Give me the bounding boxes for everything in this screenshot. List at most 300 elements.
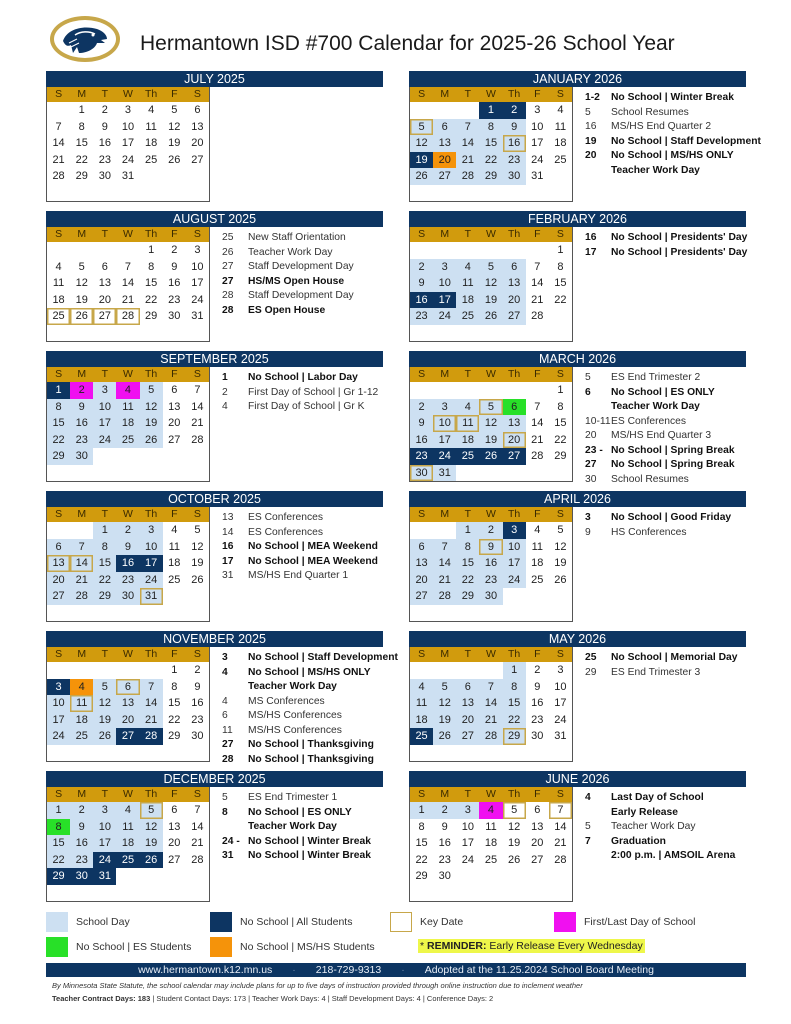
weekday-label: T: [101, 228, 109, 240]
weekday-label: S: [556, 788, 564, 800]
weekday-header: [47, 87, 209, 102]
day-cell: 11: [116, 399, 139, 416]
day-cell: 13: [168, 820, 181, 833]
day-cell: 1: [503, 662, 526, 679]
day-cell: 12: [140, 819, 163, 836]
day-cell: 9: [70, 819, 93, 836]
day-cell: 12: [479, 415, 502, 432]
month-grid: [46, 367, 210, 482]
event-date: 14: [222, 526, 234, 538]
day-cell: 29: [554, 450, 567, 462]
day-cell: 27: [410, 588, 433, 605]
day-cell: 16: [116, 555, 139, 572]
event-item: [585, 429, 785, 444]
day-cell: 7: [55, 120, 62, 133]
month-title: JANUARY 2026: [409, 71, 746, 87]
event-item: [222, 791, 422, 806]
day-cell: 9: [534, 680, 541, 693]
day-cell: 13: [531, 820, 544, 833]
event-item: [585, 806, 785, 821]
day-cell: 6: [171, 384, 178, 396]
empty-cell: [410, 522, 433, 539]
day-cell: 14: [554, 820, 567, 833]
event-date: 5: [585, 106, 591, 118]
day-cell: 5: [140, 382, 163, 399]
day-cell: 26: [93, 728, 116, 745]
mshs-swatch: [210, 937, 232, 957]
legend-school-day: [46, 912, 130, 932]
weekday-label: W: [486, 368, 496, 380]
legend-label: First/Last Day of School: [584, 916, 696, 928]
day-cell: 8: [78, 120, 85, 133]
weekday-label: S: [418, 228, 426, 240]
day-cell: 18: [168, 557, 181, 569]
event-date: 16: [222, 541, 234, 552]
event-item: [222, 260, 422, 275]
day-cell: 7: [456, 119, 479, 136]
day-cell: 16: [410, 432, 433, 449]
day-cell: 18: [554, 137, 567, 149]
weekday-label: F: [534, 648, 541, 660]
day-cell: 16: [531, 697, 544, 709]
weekday-label: F: [171, 228, 178, 240]
day-cell: 13: [191, 120, 204, 133]
weekday-label: M: [77, 88, 87, 100]
event-item: [585, 415, 785, 430]
legend-no-school-es: [46, 937, 191, 957]
empty-cell: [93, 662, 116, 679]
weekday-label: W: [486, 648, 496, 660]
weekday-label: S: [556, 228, 564, 240]
empty-cell: [70, 522, 93, 539]
day-cell: 6: [101, 260, 108, 273]
event-item: [222, 724, 422, 739]
day-grid: [47, 522, 209, 605]
weekday-label: M: [440, 228, 450, 240]
event-item: [585, 106, 785, 121]
day-cell: 10: [191, 260, 204, 273]
day-cell: 29: [503, 728, 526, 745]
weekday-label: T: [464, 88, 472, 100]
day-cell: 15: [47, 415, 70, 432]
month-title: OCTOBER 2025: [46, 491, 383, 507]
day-cell: 29: [93, 588, 116, 605]
weekday-label: S: [193, 88, 201, 100]
day-cell: 24: [433, 448, 456, 465]
day-cell: 8: [47, 819, 70, 836]
weekday-label: W: [123, 88, 133, 100]
empty-cell: [479, 242, 502, 259]
weekday-label: F: [534, 788, 541, 800]
weekday-label: F: [171, 368, 178, 380]
day-cell: 6: [433, 119, 456, 136]
day-cell: 8: [557, 260, 564, 273]
event-date: 4: [222, 695, 228, 707]
day-cell: 24: [531, 153, 544, 166]
day-cell: 14: [70, 555, 93, 572]
day-cell: 10: [47, 695, 70, 712]
day-cell: 11: [116, 819, 139, 836]
day-grid: [47, 662, 209, 745]
day-cell: 15: [145, 277, 158, 289]
day-cell: 19: [93, 712, 116, 729]
day-cell: 28: [554, 853, 567, 866]
day-cell: 27: [433, 168, 456, 185]
day-cell: 23: [531, 713, 544, 726]
weekday-label: W: [123, 788, 133, 800]
day-cell: 27: [503, 308, 526, 325]
event-item: [585, 511, 785, 526]
weekday-label: W: [123, 228, 133, 240]
weekday-label: W: [486, 788, 496, 800]
weekday-label: S: [193, 228, 201, 240]
day-cell: 17: [433, 432, 456, 449]
event-text: No School | Staff Development: [248, 652, 398, 663]
day-cell: 10: [93, 399, 116, 416]
day-cell: 30: [168, 310, 181, 322]
empty-cell: [456, 242, 479, 259]
event-date: 6: [585, 386, 591, 398]
month-events: [222, 231, 422, 318]
month-events: [585, 371, 785, 487]
day-cell: 27: [503, 448, 526, 465]
weekday-label: Th: [145, 228, 158, 240]
weekday-label: M: [77, 648, 87, 660]
event-text: Teacher Work Day: [248, 821, 337, 832]
day-cell: 26: [508, 853, 521, 866]
day-cell: 11: [531, 540, 543, 553]
event-item: [585, 526, 785, 541]
day-cell: 1: [47, 802, 70, 819]
day-cell: 26: [479, 308, 502, 325]
day-cell: 14: [531, 277, 544, 289]
day-cell: 28: [70, 588, 93, 605]
weekday-label: S: [418, 88, 426, 100]
month-december-2025: [46, 771, 398, 903]
day-cell: 24: [93, 852, 116, 869]
event-item: [222, 386, 422, 401]
weekday-label: Th: [145, 788, 158, 800]
event-item: [585, 135, 785, 150]
reminder-text: Early Release Every Wednesday: [486, 940, 643, 952]
day-cell: 30: [531, 730, 544, 742]
day-cell: 13: [503, 415, 526, 432]
event-date: 20: [585, 150, 597, 161]
day-cell: 24: [503, 572, 526, 589]
empty-cell: [433, 662, 456, 679]
month-grid: [46, 787, 210, 902]
day-cell: 1: [78, 104, 85, 116]
day-cell: 17: [461, 837, 474, 849]
day-cell: 25: [554, 153, 567, 166]
day-cell: 14: [433, 555, 456, 572]
reminder-label: REMINDER:: [427, 940, 487, 952]
day-cell: 4: [557, 104, 564, 116]
event-item: [222, 526, 422, 541]
empty-cell: [140, 662, 163, 679]
event-text: Teacher Work Day: [248, 681, 337, 692]
event-item: [222, 246, 422, 261]
day-cell: 11: [168, 540, 180, 553]
day-cell: 26: [191, 573, 204, 586]
weekday-label: Th: [508, 368, 521, 380]
day-cell: 25: [456, 448, 479, 465]
day-cell: 16: [168, 277, 181, 289]
day-cell: 9: [70, 399, 93, 416]
event-text: Teacher Work Day: [611, 821, 696, 832]
event-date: [222, 820, 248, 835]
day-cell: 12: [479, 275, 502, 292]
day-counts: [52, 994, 493, 1003]
weekday-label: Th: [508, 508, 521, 520]
day-grid: [410, 102, 572, 185]
day-cell: 27: [47, 588, 70, 605]
event-text: No School | MS/HS ONLY: [611, 150, 734, 161]
day-cell: 7: [534, 260, 541, 273]
day-cell: 3: [433, 259, 456, 276]
day-cell: 14: [140, 695, 163, 712]
day-cell: 1: [47, 382, 70, 399]
school-day-swatch: [46, 912, 68, 932]
day-cell: 4: [55, 260, 62, 273]
event-date: 1-2: [585, 92, 600, 103]
month-title: SEPTEMBER 2025: [46, 351, 383, 367]
event-item: [222, 555, 422, 570]
day-cell: 5: [194, 524, 201, 536]
day-cell: 17: [433, 292, 456, 309]
month-grid: [46, 507, 210, 622]
no-school-swatch: [210, 912, 232, 932]
weekday-label: Th: [508, 648, 521, 660]
event-item: [222, 231, 422, 246]
early-release-reminder: [418, 939, 645, 953]
day-cell: 7: [534, 400, 541, 413]
event-date: 5: [222, 792, 228, 803]
weekday-label: T: [464, 368, 472, 380]
legend-label: Key Date: [420, 916, 464, 928]
day-cell: 8: [456, 539, 479, 556]
empty-cell: [433, 242, 456, 259]
day-cell: 11: [145, 120, 157, 133]
weekday-label: M: [77, 508, 87, 520]
event-item: [222, 304, 422, 319]
legend-label: School Day: [76, 916, 130, 928]
event-date: 17: [222, 555, 234, 567]
event-text: MS/HS End Quarter 3: [611, 430, 712, 441]
weekday-label: S: [55, 368, 63, 380]
day-cell: 21: [121, 293, 135, 306]
weekday-label: S: [55, 508, 63, 520]
day-cell: 7: [194, 384, 201, 396]
day-cell: 25: [116, 432, 139, 449]
day-cell: 8: [171, 680, 178, 693]
day-cell: 17: [121, 137, 135, 149]
event-text: School Resumes: [611, 106, 689, 118]
month-september-2025: [46, 351, 398, 483]
day-cell: 7: [549, 802, 572, 819]
empty-cell: [410, 382, 433, 399]
day-cell: 4: [171, 524, 178, 536]
event-date: 9: [585, 526, 591, 538]
event-date: 24 -: [222, 835, 240, 847]
day-cell: 4: [116, 382, 139, 399]
weekday-label: T: [101, 508, 109, 520]
day-cell: 20: [168, 837, 181, 849]
day-cell: 10: [461, 820, 474, 833]
day-cell: 3: [140, 522, 163, 539]
day-cell: 21: [479, 712, 502, 729]
empty-cell: [456, 102, 479, 119]
day-cell: 12: [75, 277, 88, 289]
day-cell: 21: [531, 293, 544, 306]
event-date: 17: [585, 246, 597, 258]
weekday-header: [410, 227, 572, 242]
event-date: 16: [585, 121, 597, 132]
day-cell: 21: [140, 712, 163, 729]
month-october-2025: [46, 491, 398, 623]
event-date: 6: [222, 710, 228, 721]
event-text: No School | ES ONLY: [248, 806, 352, 818]
day-cell: 27: [168, 853, 181, 866]
day-cell: 4: [410, 679, 433, 696]
event-text: MS/HS End Quarter 1: [248, 570, 349, 581]
event-date: 30: [585, 473, 597, 485]
day-grid: [47, 242, 209, 325]
month-february-2026: [409, 211, 761, 343]
day-cell: 15: [93, 555, 116, 572]
month-events: [585, 511, 785, 540]
day-cell: 1: [148, 244, 155, 256]
event-item: [222, 400, 422, 415]
day-cell: 20: [98, 293, 111, 306]
day-cell: 16: [503, 135, 526, 152]
empty-cell: [433, 522, 456, 539]
day-cell: 2: [534, 664, 541, 676]
weekday-header: [47, 787, 209, 802]
event-date: 27: [222, 275, 234, 287]
empty-cell: [433, 382, 456, 399]
day-cell: 20: [168, 417, 181, 429]
event-item: [585, 149, 785, 164]
weekday-header: [410, 367, 572, 382]
day-cell: 4: [70, 679, 93, 696]
day-cell: 29: [456, 588, 479, 605]
day-grid: [410, 382, 572, 481]
event-date: 28: [222, 290, 234, 301]
month-july-2025: [46, 71, 398, 203]
event-date: 2: [222, 386, 228, 398]
day-cell: 23: [116, 572, 139, 589]
weekday-label: T: [464, 508, 472, 520]
day-cell: 24: [461, 853, 474, 866]
weekday-label: M: [77, 368, 87, 380]
legend-no-school-mshs: [210, 937, 375, 957]
website-link[interactable]: www.hermantown.k12.mn.us: [138, 964, 273, 976]
day-cell: 1: [456, 522, 479, 539]
event-text: ES Conferences: [611, 415, 686, 427]
event-item: [585, 164, 785, 179]
empty-cell: [526, 382, 549, 399]
day-cell: 4: [456, 399, 479, 416]
day-cell: 26: [554, 573, 567, 586]
day-cell: 13: [410, 555, 433, 572]
day-cell: 29: [47, 868, 70, 885]
day-cell: 25: [456, 308, 479, 325]
day-cell: 23: [191, 713, 204, 726]
event-date: 27: [585, 459, 597, 470]
empty-cell: [47, 662, 70, 679]
day-cell: 18: [116, 835, 139, 852]
weekday-label: W: [123, 368, 133, 380]
day-cell: 18: [145, 137, 158, 149]
empty-cell: [93, 242, 116, 259]
day-cell: 27: [191, 153, 204, 166]
day-cell: 18: [456, 292, 479, 309]
weekday-label: T: [464, 228, 472, 240]
day-grid: [47, 802, 209, 885]
event-item: [585, 791, 785, 806]
day-cell: 13: [116, 695, 139, 712]
day-cell: 4: [479, 802, 502, 819]
month-may-2026: [409, 631, 761, 763]
day-cell: 21: [456, 152, 479, 169]
event-item: [222, 709, 422, 724]
day-cell: 21: [191, 417, 204, 429]
weekday-label: F: [534, 228, 541, 240]
day-cell: 22: [554, 433, 567, 446]
day-cell: 13: [47, 555, 70, 572]
day-cell: 30: [438, 870, 451, 882]
empty-cell: [433, 102, 456, 119]
day-cell: 28: [191, 433, 204, 446]
weekday-label: S: [556, 88, 564, 100]
day-cell: 2: [70, 382, 93, 399]
day-cell: 23: [70, 432, 93, 449]
day-cell: 21: [52, 153, 65, 166]
event-text: No School | Thanksgiving: [248, 739, 374, 750]
day-cell: 11: [70, 695, 93, 712]
weekday-label: S: [556, 648, 564, 660]
event-text: No School | MS/HS ONLY: [248, 666, 371, 678]
day-cell: 12: [168, 120, 181, 133]
event-item: [585, 849, 785, 864]
day-cell: 27: [116, 728, 139, 745]
day-cell: 6: [171, 804, 178, 816]
day-cell: 26: [479, 448, 502, 465]
day-cell: 3: [194, 244, 201, 256]
day-cell: 17: [93, 415, 116, 432]
day-cell: 12: [410, 135, 433, 152]
weekday-label: Th: [508, 228, 521, 240]
day-cell: 28: [191, 853, 204, 866]
day-cell: 28: [531, 450, 544, 462]
event-text: No School | Presidents' Day: [611, 246, 748, 258]
event-item: [222, 820, 422, 835]
day-cell: 13: [433, 135, 456, 152]
month-grid: [46, 647, 210, 762]
day-cell: 19: [479, 292, 502, 309]
other-counts: | Student Contact Days: 173 | Teacher Work Days: 4 | Staff Development Days: 4 | Conference Days: 2: [150, 994, 494, 1003]
day-cell: 24: [433, 308, 456, 325]
statute-note: By Minnesota State Statute, the school calendar may include plans for up to five days of instruction provided through online instruction due to inclement weather: [52, 981, 583, 990]
month-title: MARCH 2026: [409, 351, 746, 367]
day-cell: 22: [168, 713, 181, 726]
weekday-label: Th: [508, 788, 521, 800]
day-cell: 14: [121, 277, 135, 289]
day-cell: 14: [531, 417, 544, 429]
day-cell: 25: [47, 308, 70, 325]
month-events: [585, 651, 785, 680]
